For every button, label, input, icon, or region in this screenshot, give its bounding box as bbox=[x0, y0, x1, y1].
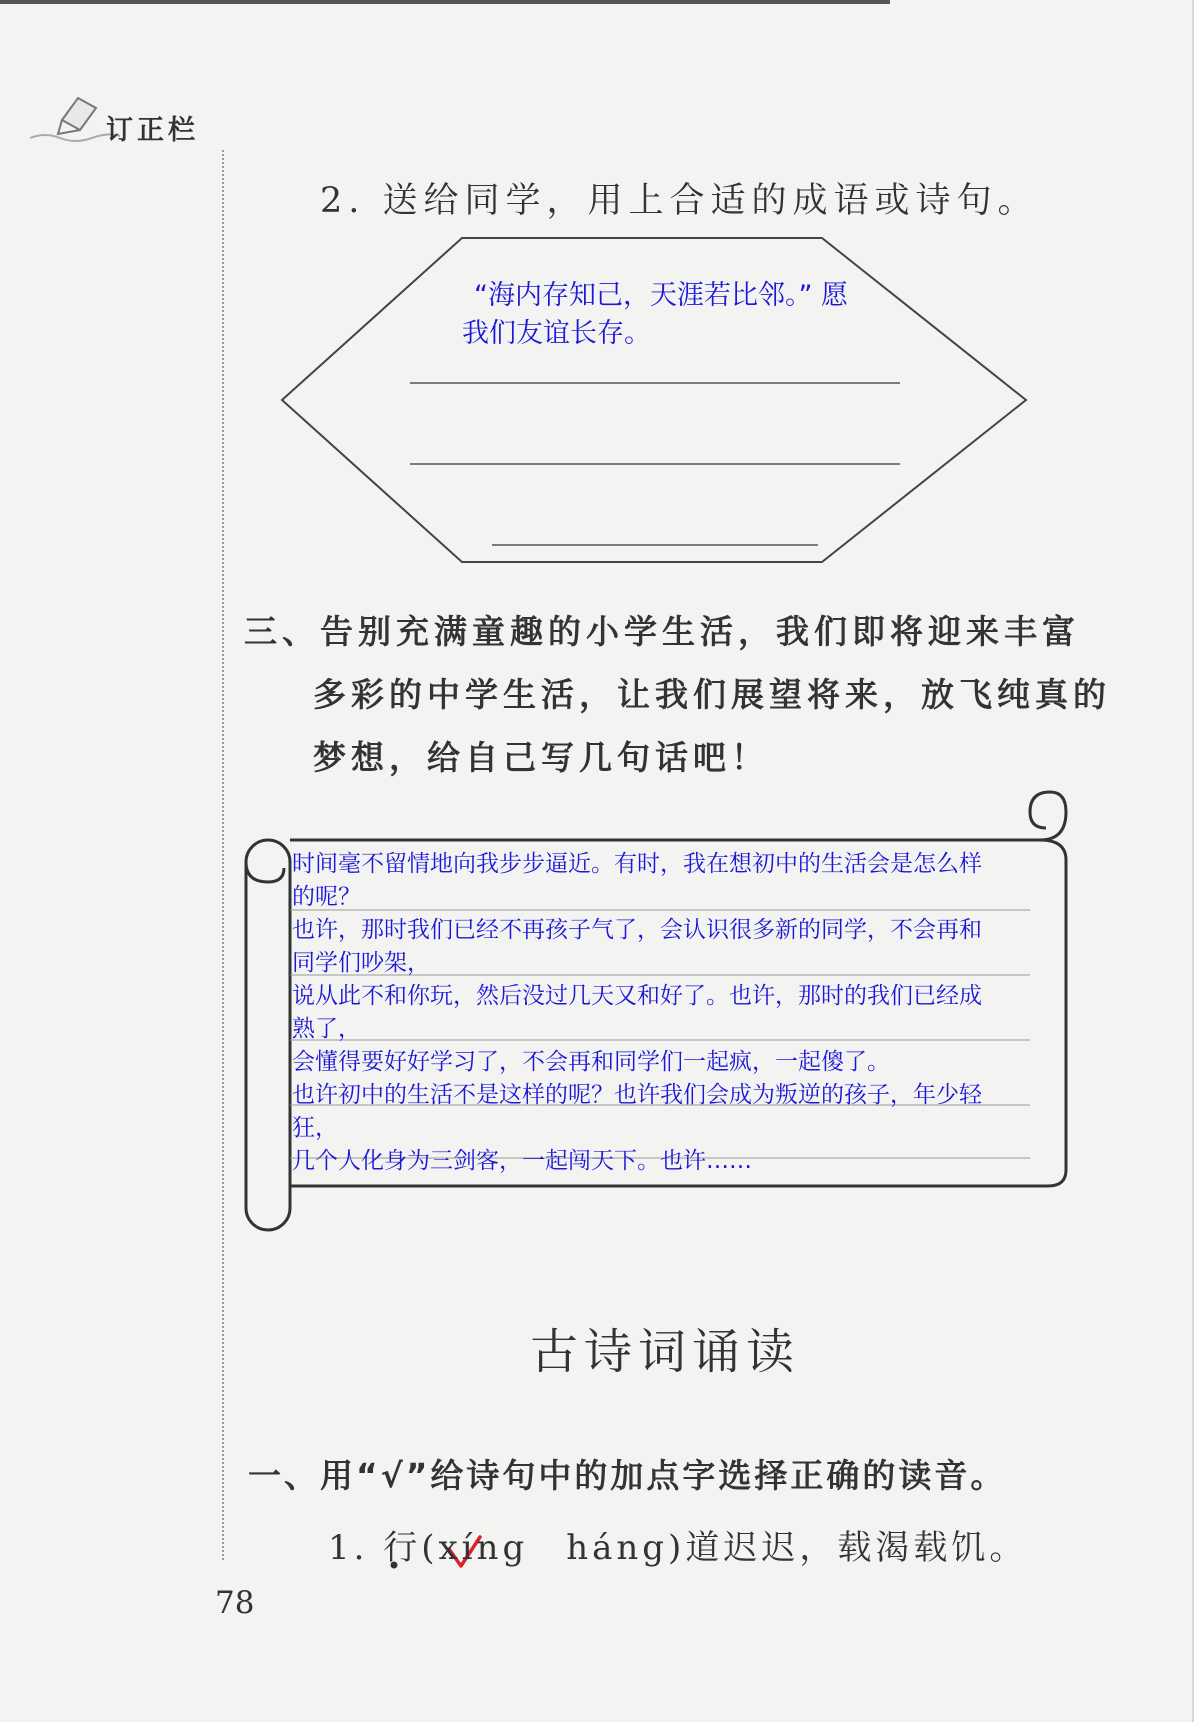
answer-3-line: 会懂得要好好学习了，不会再和同学们一起疯，一起傻了。 bbox=[292, 1049, 890, 1075]
exercise-1-item-1: 1. 行(xíng háng)道迟迟，载渴载饥。 bbox=[328, 1528, 1028, 1568]
answer-3-line: 狂， bbox=[292, 1115, 338, 1141]
question-2-prompt: 2. 送给同学，用上合适的成语或诗句。 bbox=[320, 181, 1039, 221]
answer-3-line: 同学们吵架， bbox=[292, 950, 430, 976]
section-3-line-2: 多彩的中学生活，让我们展望将来，放飞纯真的 bbox=[313, 675, 1111, 714]
answer-3-line: 的呢？ bbox=[292, 884, 361, 910]
exercise-1-prompt: 一、用“√”给诗句中的加点字选择正确的读音。 bbox=[248, 1456, 1007, 1495]
section-3-line-1: 三、告别充满童趣的小学生活，我们即将迎来丰富 bbox=[244, 612, 1080, 651]
answer-3-line: 熟了， bbox=[292, 1016, 361, 1042]
answer-3-line: 时间毫不留情地向我步步逼近。有时，我在想初中的生活会是怎么样 bbox=[292, 851, 982, 877]
page-number: 78 bbox=[215, 1585, 255, 1621]
answer-3-line: 也许初中的生活不是这样的呢？也许我们会成为叛逆的孩子，年少轻 bbox=[292, 1082, 982, 1108]
section-title: 古诗词诵读 bbox=[530, 1324, 801, 1380]
answer-2-line-2: 我们友谊长存。 bbox=[462, 318, 651, 349]
answer-2-line-1: “海内存知己，天涯若比邻。” 愿 bbox=[474, 280, 849, 311]
answer-3-line: 也许，那时我们已经不再孩子气了，会认识很多新的同学，不会再和 bbox=[292, 917, 982, 943]
margin-divider bbox=[222, 150, 224, 1560]
correction-column-label: 订正栏 bbox=[106, 115, 199, 146]
answer-3-line: 说从此不和你玩，然后没过几天又和好了。也许，那时的我们已经成 bbox=[292, 983, 982, 1009]
answer-3-line: 几个人化身为三剑客，一起闯天下。也许…… bbox=[292, 1148, 752, 1174]
section-3-line-3: 梦想，给自己写几句话吧！ bbox=[313, 738, 769, 777]
answer-3-handwriting bbox=[292, 848, 1052, 1178]
